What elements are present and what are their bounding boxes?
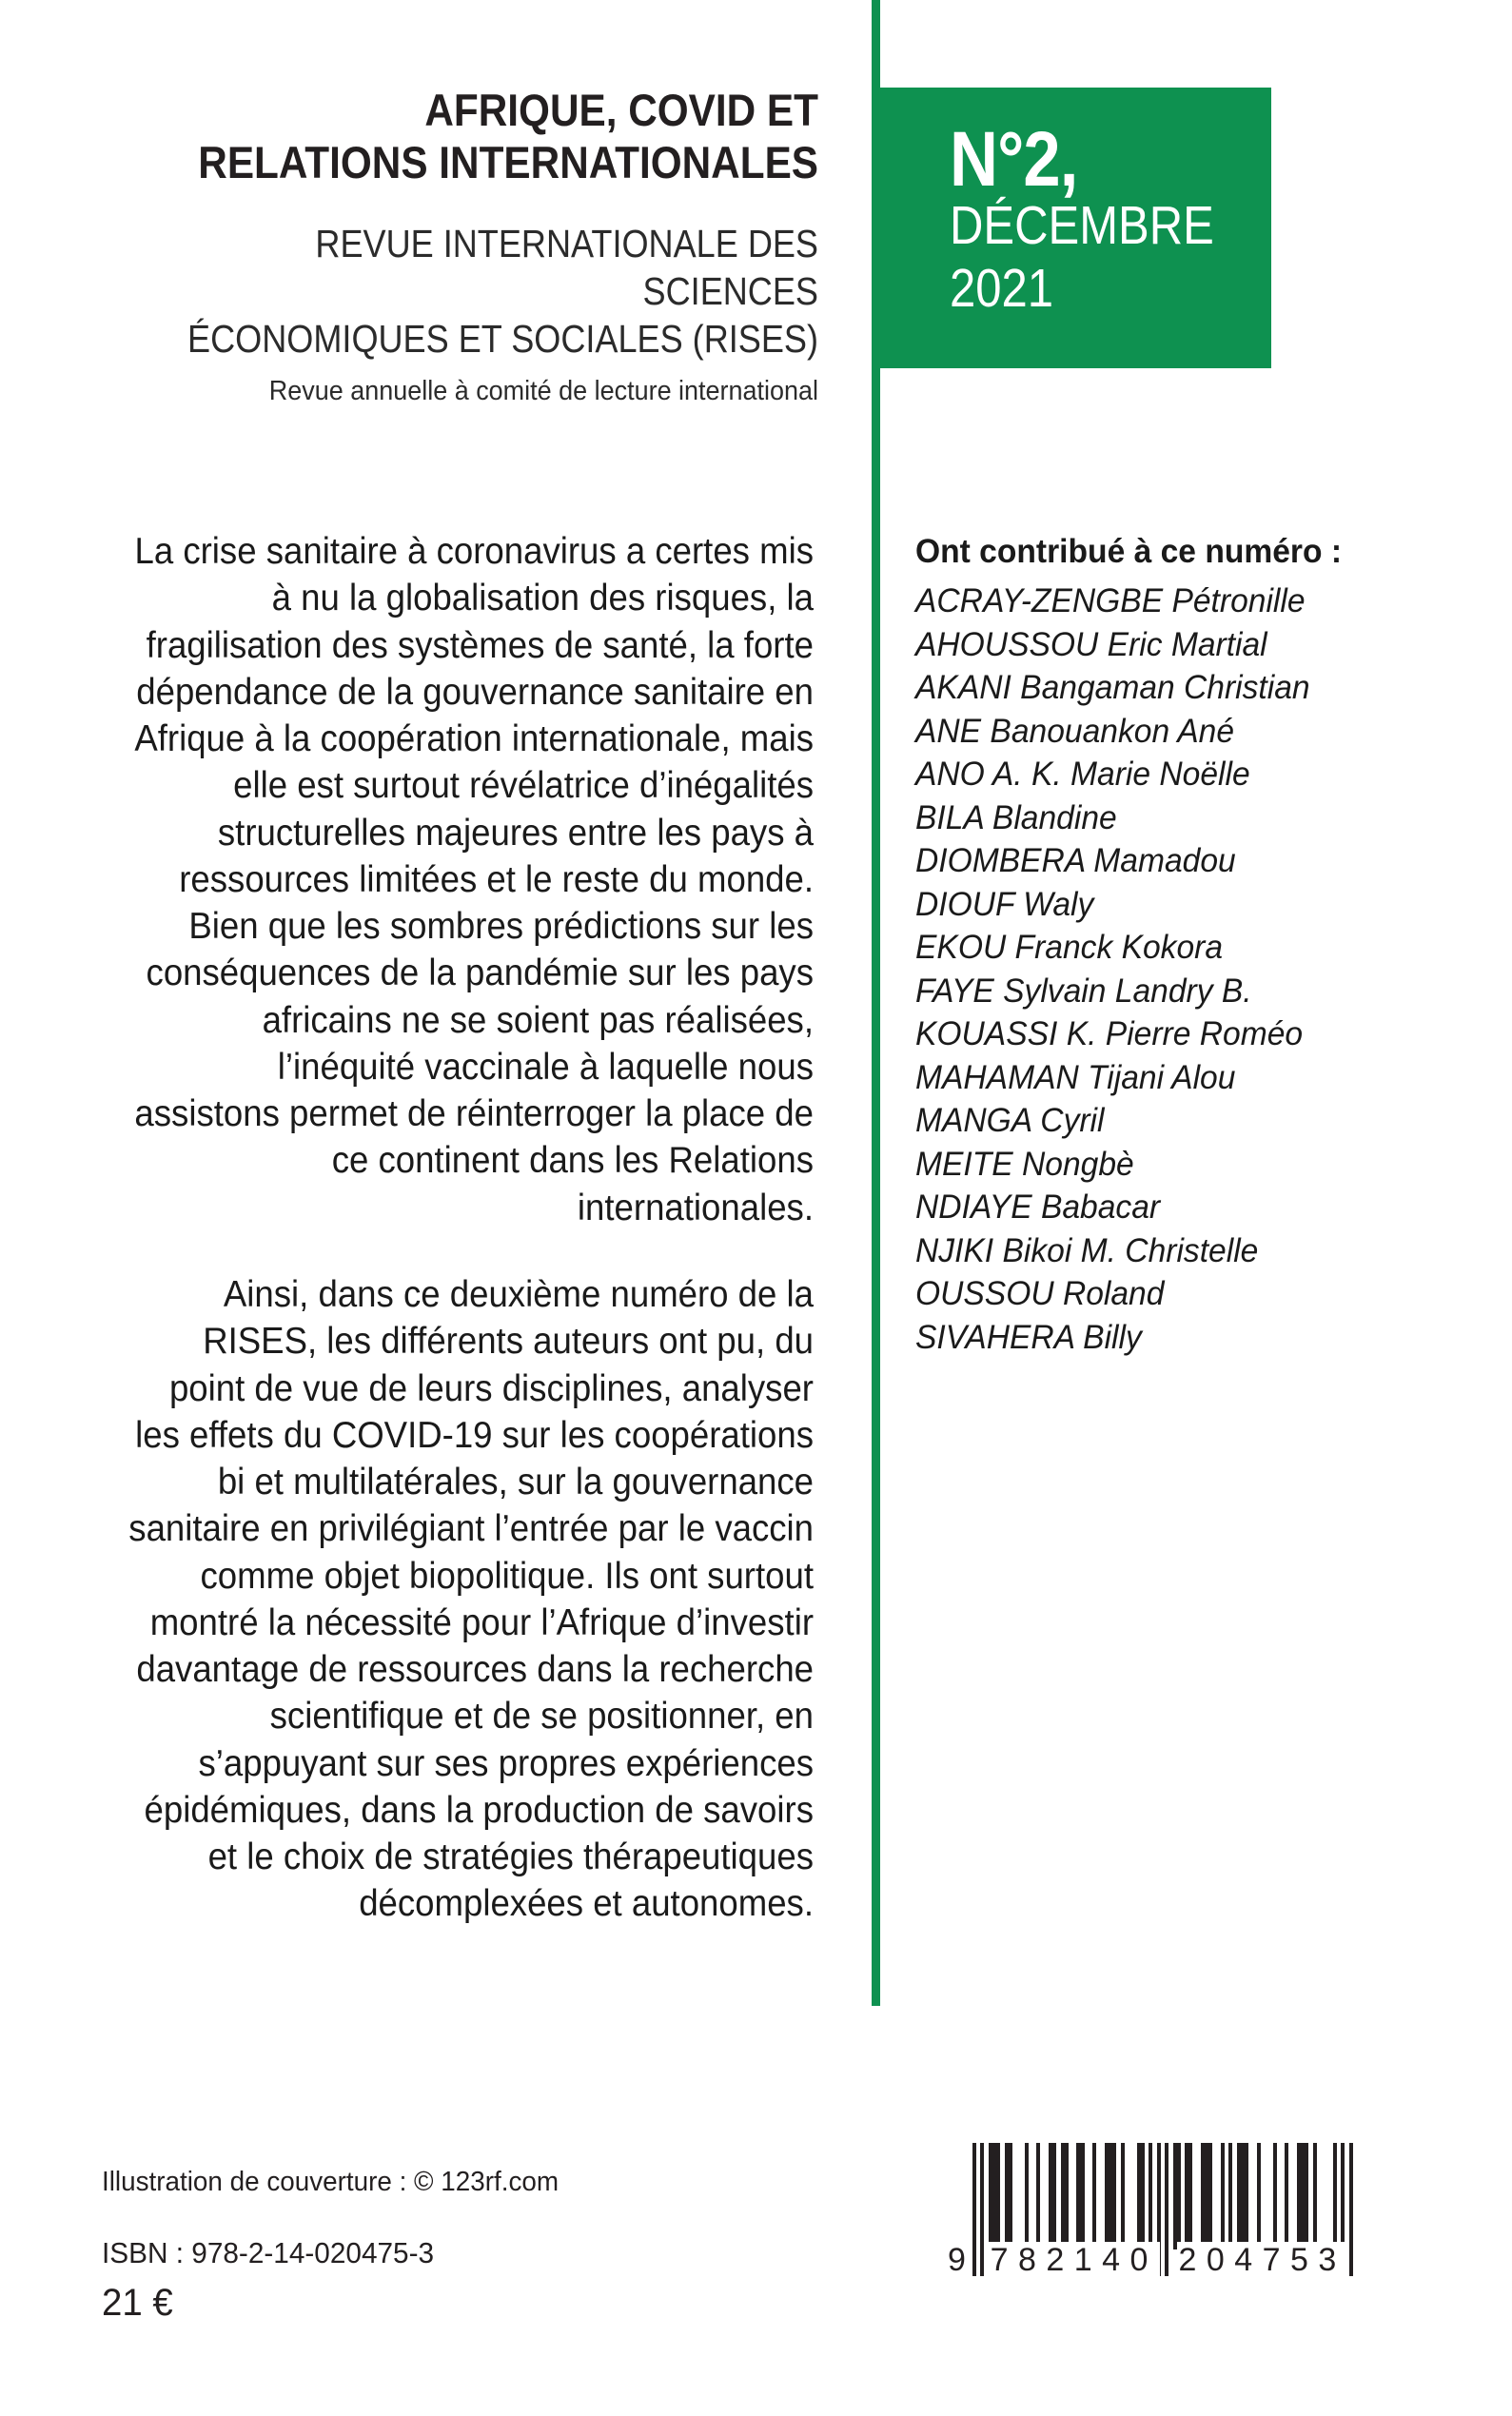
- barcode-digits: [948, 2242, 1353, 2286]
- contributor-name: MANGA Cyril: [915, 1102, 1105, 1139]
- isbn-text: ISBN : 978-2-14-020475-3: [102, 2236, 435, 2269]
- book-title-line-1: AFRIQUE, COVID ET: [424, 85, 818, 135]
- book-title: [142, 84, 818, 189]
- issue-badge: [872, 88, 1271, 368]
- contributor-name: DIOUF Waly: [915, 885, 1094, 923]
- barcode-bar: [1036, 2143, 1040, 2249]
- barcode-bar: [1185, 2143, 1192, 2249]
- contributor-name: ANE Banouankon Ané: [915, 712, 1235, 750]
- masthead: [67, 84, 818, 408]
- barcode: [948, 2143, 1353, 2305]
- barcode-bar: [1273, 2143, 1277, 2249]
- journal-name: [157, 220, 818, 363]
- contributor-name: KOUASSI K. Pierre Roméo: [915, 1015, 1304, 1052]
- barcode-left-group: 782140: [990, 2242, 1158, 2278]
- contributors-heading: Ont contribué à ce numéro :: [915, 533, 1343, 570]
- contributor-name: BILA Blandine: [915, 798, 1117, 836]
- contributor-name: NDIAYE Babacar: [915, 1188, 1161, 1226]
- barcode-bar: [1297, 2143, 1308, 2249]
- contributor-name: ACRAY-ZENGBE Pétronille: [915, 582, 1306, 619]
- barcode-right-group: 204753: [1178, 2242, 1346, 2278]
- barcode-bar: [1313, 2143, 1317, 2249]
- contributor-name: NJIKI Bikoi M. Christelle: [915, 1231, 1259, 1269]
- contributor-name: AKANI Bangaman Christian: [915, 669, 1310, 706]
- issue-year: 2021: [950, 258, 1054, 320]
- barcode-bar: [1149, 2143, 1152, 2249]
- barcode-bar: [1105, 2143, 1116, 2249]
- contributors-list: [915, 579, 1486, 1359]
- barcode-bar: [1049, 2143, 1056, 2249]
- barcode-bar: [1076, 2143, 1084, 2249]
- barcode-bar: [1121, 2143, 1125, 2249]
- contributor-name: MAHAMAN Tijani Alou: [915, 1058, 1236, 1096]
- contributors-section: [915, 533, 1486, 1359]
- book-title-line-2: RELATIONS INTERNATIONALES: [198, 137, 818, 188]
- contributor-name: FAYE Sylvain Landry B.: [915, 972, 1252, 1010]
- contributor-name: EKOU Franck Kokora: [915, 929, 1224, 966]
- barcode-bar: [1137, 2143, 1145, 2249]
- contributor-name: SIVAHERA Billy: [915, 1318, 1142, 1356]
- barcode-bar: [1092, 2143, 1096, 2249]
- barcode-bar: [989, 2143, 1000, 2249]
- barcode-bar: [1173, 2143, 1181, 2249]
- barcode-bar: [1285, 2143, 1288, 2249]
- barcode-lead-digit: 9: [948, 2242, 967, 2278]
- contributor-name: AHOUSSOU Eric Martial: [915, 625, 1267, 663]
- blurb-text: [90, 528, 814, 1928]
- barcode-bar: [1201, 2143, 1212, 2249]
- barcode-bar: [1237, 2143, 1248, 2249]
- barcode-bar: [1025, 2143, 1029, 2249]
- barcode-bar: [1221, 2143, 1225, 2249]
- barcode-bar: [1257, 2143, 1261, 2249]
- cover-credit: Illustration de couverture : © 123rf.com: [102, 2167, 560, 2197]
- barcode-bar: [1333, 2143, 1337, 2249]
- footer-left: [102, 2167, 692, 2325]
- price-text: 21 €: [102, 2282, 173, 2324]
- blurb-paragraph-1: La crise sanitaire à coronavirus a certes mis à nu la globalisation des risques, la fragilisation des systèmes de santé, la forte dépendance de la gouvernance sanitaire en Afrique à la coopération internationale, mais elle est surtout révélatrice d’inégalités structurelles majeures entre les pays à ressources limitées et le reste du monde. Bien que les sombres prédictions sur les conséquences de la pandémie sur les pays africains ne se soient pas réalisées, l’inéquité vaccinale à laquelle nous assistons permet de réinterroger la place de ce continent dans les Relations internationales.: [134, 531, 815, 1228]
- barcode-bar: [1005, 2143, 1012, 2249]
- contributor-name: DIOMBERA Mamadou: [915, 842, 1236, 879]
- contributor-name: OUSSOU Roland: [915, 1275, 1165, 1312]
- barcode-bar: [1228, 2143, 1232, 2249]
- journal-subtitle: Revue annuelle à comité de lecture international: [268, 375, 818, 406]
- journal-name-line-1: REVUE INTERNATIONALE DES SCIENCES: [315, 221, 818, 313]
- contributor-name: MEITE Nongbè: [915, 1145, 1134, 1183]
- contributor-name: ANO A. K. Marie Noëlle: [915, 756, 1250, 793]
- issue-month: DÉCEMBRE: [950, 195, 1214, 257]
- barcode-bar: [1061, 2143, 1069, 2249]
- journal-name-line-2: ÉCONOMIQUES ET SOCIALES (RISES): [187, 316, 818, 361]
- issue-number: N°2,: [950, 116, 1078, 203]
- blurb-paragraph-2: Ainsi, dans ce deuxième numéro de la RISES, les différents auteurs ont pu, du point de vue de leurs disciplines, analyser les effets du COVID-19 sur les coopérations bi et multilatérales, sur la gouvernance sanitaire en privilégiant l’entrée par le vaccin comme objet biopolitique. Ils ont surtout montré la nécessité pour l’Afrique d’investir davantage de ressources dans la recherche scientifique et de se positionner, en s’appuyant sur ses propres expériences épidémiques, dans la production de savoirs et le choix de stratégies thérapeutiques décomplexées et autonomes.: [128, 1273, 815, 1925]
